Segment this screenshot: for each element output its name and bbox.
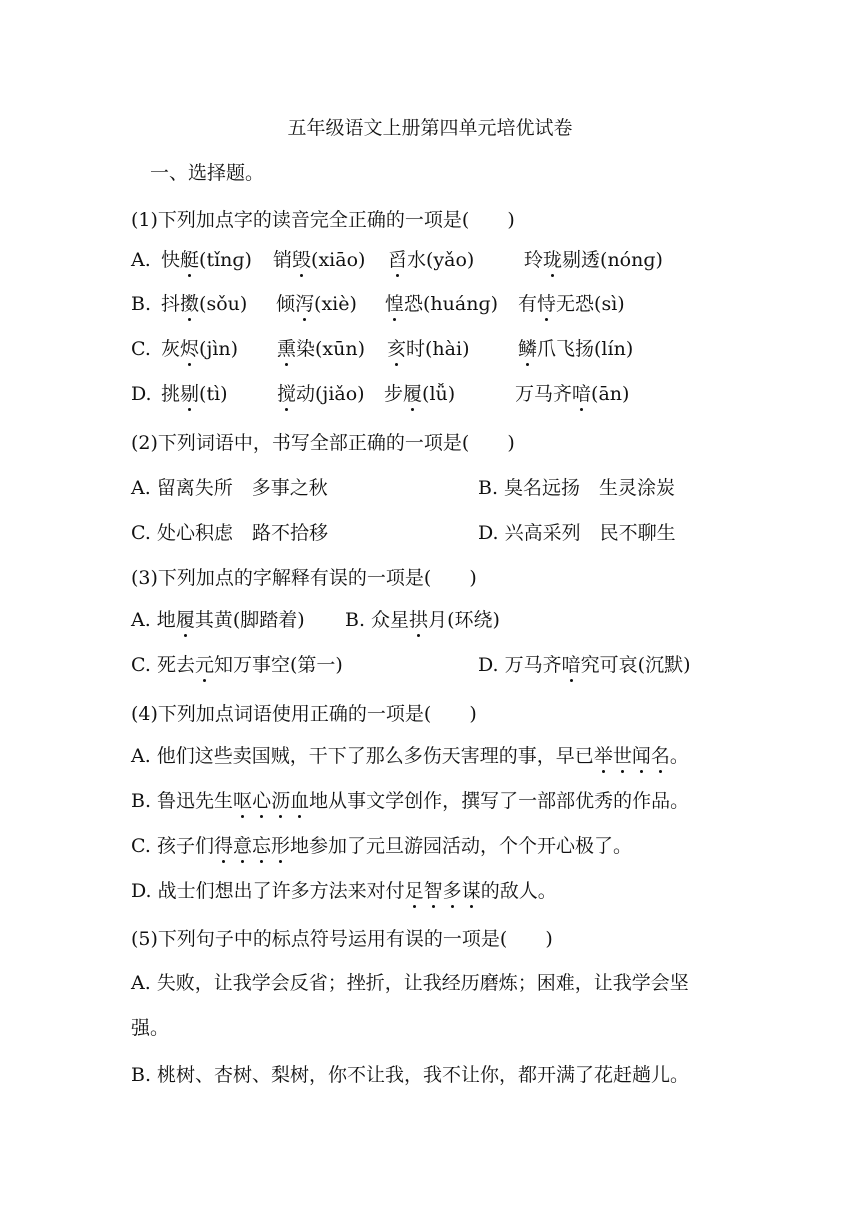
option-c-word-4: 鳞爪飞扬(lín) [518, 338, 634, 360]
emphasis-dot: 元 [194, 654, 214, 676]
option-a-word-4: 玲珑剔透(nónɡ) [524, 249, 663, 271]
emphasis-dot: 舀 [388, 249, 408, 271]
option-b-word-2: 倾泻(xiè) [276, 293, 357, 315]
option-a-word-2: 销毁(xiāo) [273, 249, 366, 271]
question-5-stem: (5)下列句子中的标点符号运用有误的一项是( ) [131, 928, 553, 950]
question-4-option-b: B. 鲁迅先生呕心沥血地从事文学创作，撰写了一部部优秀的作品。 [131, 790, 690, 812]
question-2-option-c: C. 处心积虑 路不拾移 [131, 522, 328, 544]
question-4-stem: (4)下列加点词语使用正确的一项是( ) [131, 703, 477, 725]
question-1-option-d [131, 382, 630, 406]
option-d-word-3: 步履(lǚ) [384, 383, 456, 405]
emphasis-dot: 惶 [385, 293, 405, 315]
emphasis-dot: 谋 [461, 880, 481, 902]
emphasis-dot: 擞 [180, 293, 200, 315]
emphasis-dot: 沥 [271, 790, 291, 812]
emphasis-dot: 心 [252, 790, 272, 812]
option-c-word-1: 灰烬(jìn) [161, 338, 239, 360]
question-3-option-b: B. 众星拱月(环绕) [345, 609, 500, 631]
emphasis-dot: 忘 [251, 835, 271, 857]
emphasis-dot: 意 [232, 835, 252, 857]
emphasis-dot: 智 [423, 880, 443, 902]
emphasis-dot: 搅 [277, 383, 297, 405]
emphasis-dot: 多 [442, 880, 462, 902]
emphasis-dot: 艇 [180, 249, 200, 271]
option-label: D. [131, 383, 152, 405]
emphasis-dot: 履 [175, 609, 195, 631]
question-2-option-b: B. 臭名远扬 生灵涂炭 [478, 477, 676, 499]
emphasis-dot: 拱 [409, 609, 429, 631]
page-title: 五年级语文上册第四单元培优试卷 [287, 117, 573, 139]
option-d-word-1: 挑剔(tì) [161, 383, 228, 405]
option-label: A. [131, 249, 151, 271]
emphasis-dot: 得 [213, 835, 233, 857]
option-a-word-1: 快艇(tǐnɡ) [161, 249, 252, 271]
emphasis-dot: 喑 [561, 654, 581, 676]
question-5-option-a-line-1: A. 失败，让我学会反省；挫折，让我经历磨炼；困难，让我学会坚 [131, 972, 689, 994]
question-5-option-a-line-2: 强。 [131, 1017, 170, 1039]
question-1-stem: (1)下列加点字的读音完全正确的一项是( ) [131, 209, 515, 231]
option-b-word-3: 惶恐(huánɡ) [385, 293, 499, 315]
question-2-option-a: A. 留离失所 多事之秋 [131, 477, 328, 499]
emphasis-dot: 闻 [631, 745, 651, 767]
emphasized-phrase [214, 835, 290, 857]
question-3-option-c: C. 死去元知万事空(第一) [131, 654, 343, 676]
emphasis-dot: 毁 [292, 249, 312, 271]
question-4-option-d: D. 战士们想出了许多方法来对付足智多谋的敌人。 [131, 880, 557, 902]
question-3-stem: (3)下列加点的字解释有误的一项是( ) [131, 567, 477, 589]
emphasis-dot: 履 [403, 383, 423, 405]
question-4-option-a: A. 他们这些卖国贼，干下了那么多伤天害理的事，早已举世闻名。 [131, 745, 689, 767]
emphasis-dot: 烬 [180, 338, 200, 360]
question-5-option-b: B. 桃树、杏树、梨树，你不让我，我不让你，都开满了花赶趟儿。 [131, 1064, 690, 1086]
emphasized-phrase [594, 745, 670, 767]
emphasis-dot: 世 [612, 745, 632, 767]
question-2-stem: (2)下列词语中，书写全部正确的一项是( ) [131, 432, 515, 454]
emphasis-dot: 珑 [543, 249, 563, 271]
question-4-option-c: C. 孩子们得意忘形地参加了元旦游园活动，个个开心极了。 [131, 835, 633, 857]
emphasis-dot: 恃 [537, 293, 557, 315]
option-c-word-2: 熏染(xūn) [277, 338, 366, 360]
emphasis-dot: 亥 [387, 338, 407, 360]
question-1-option-a [131, 248, 663, 272]
emphasis-dot: 呕 [233, 790, 253, 812]
emphasis-dot: 足 [404, 880, 424, 902]
question-3-option-d: D. 万马齐喑究可哀(沉默) [478, 654, 691, 676]
emphasis-dot: 熏 [277, 338, 297, 360]
emphasized-phrase [233, 790, 309, 812]
emphasis-dot: 血 [290, 790, 310, 812]
emphasis-dot: 举 [593, 745, 613, 767]
option-b-word-1: 抖擞(sǒu) [161, 293, 248, 315]
question-1-option-b [131, 292, 625, 316]
emphasized-phrase [405, 880, 481, 902]
emphasis-dot: 形 [271, 835, 291, 857]
section-heading: 一、选择题。 [150, 162, 265, 184]
question-2-option-d: D. 兴高采列 民不聊生 [478, 522, 676, 544]
emphasis-dot: 剔 [180, 383, 200, 405]
option-label: B. [131, 293, 152, 315]
emphasis-dot: 名 [650, 745, 670, 767]
option-label: C. [131, 338, 151, 360]
emphasis-dot: 泻 [295, 293, 315, 315]
option-d-word-2: 搅动(jiǎo) [277, 383, 365, 405]
option-b-word-4: 有恃无恐(sì) [518, 293, 625, 315]
question-1-option-c [131, 337, 634, 361]
emphasis-dot: 喑 [572, 383, 592, 405]
option-d-word-4: 万马齐喑(ān) [515, 383, 630, 405]
emphasis-dot: 鳞 [518, 338, 538, 360]
option-c-word-3: 亥时(hài) [387, 338, 470, 360]
option-a-word-3: 舀水(yǎo) [388, 249, 475, 271]
question-3-option-a: A. 地履其黄(脚踏着) [131, 609, 305, 631]
